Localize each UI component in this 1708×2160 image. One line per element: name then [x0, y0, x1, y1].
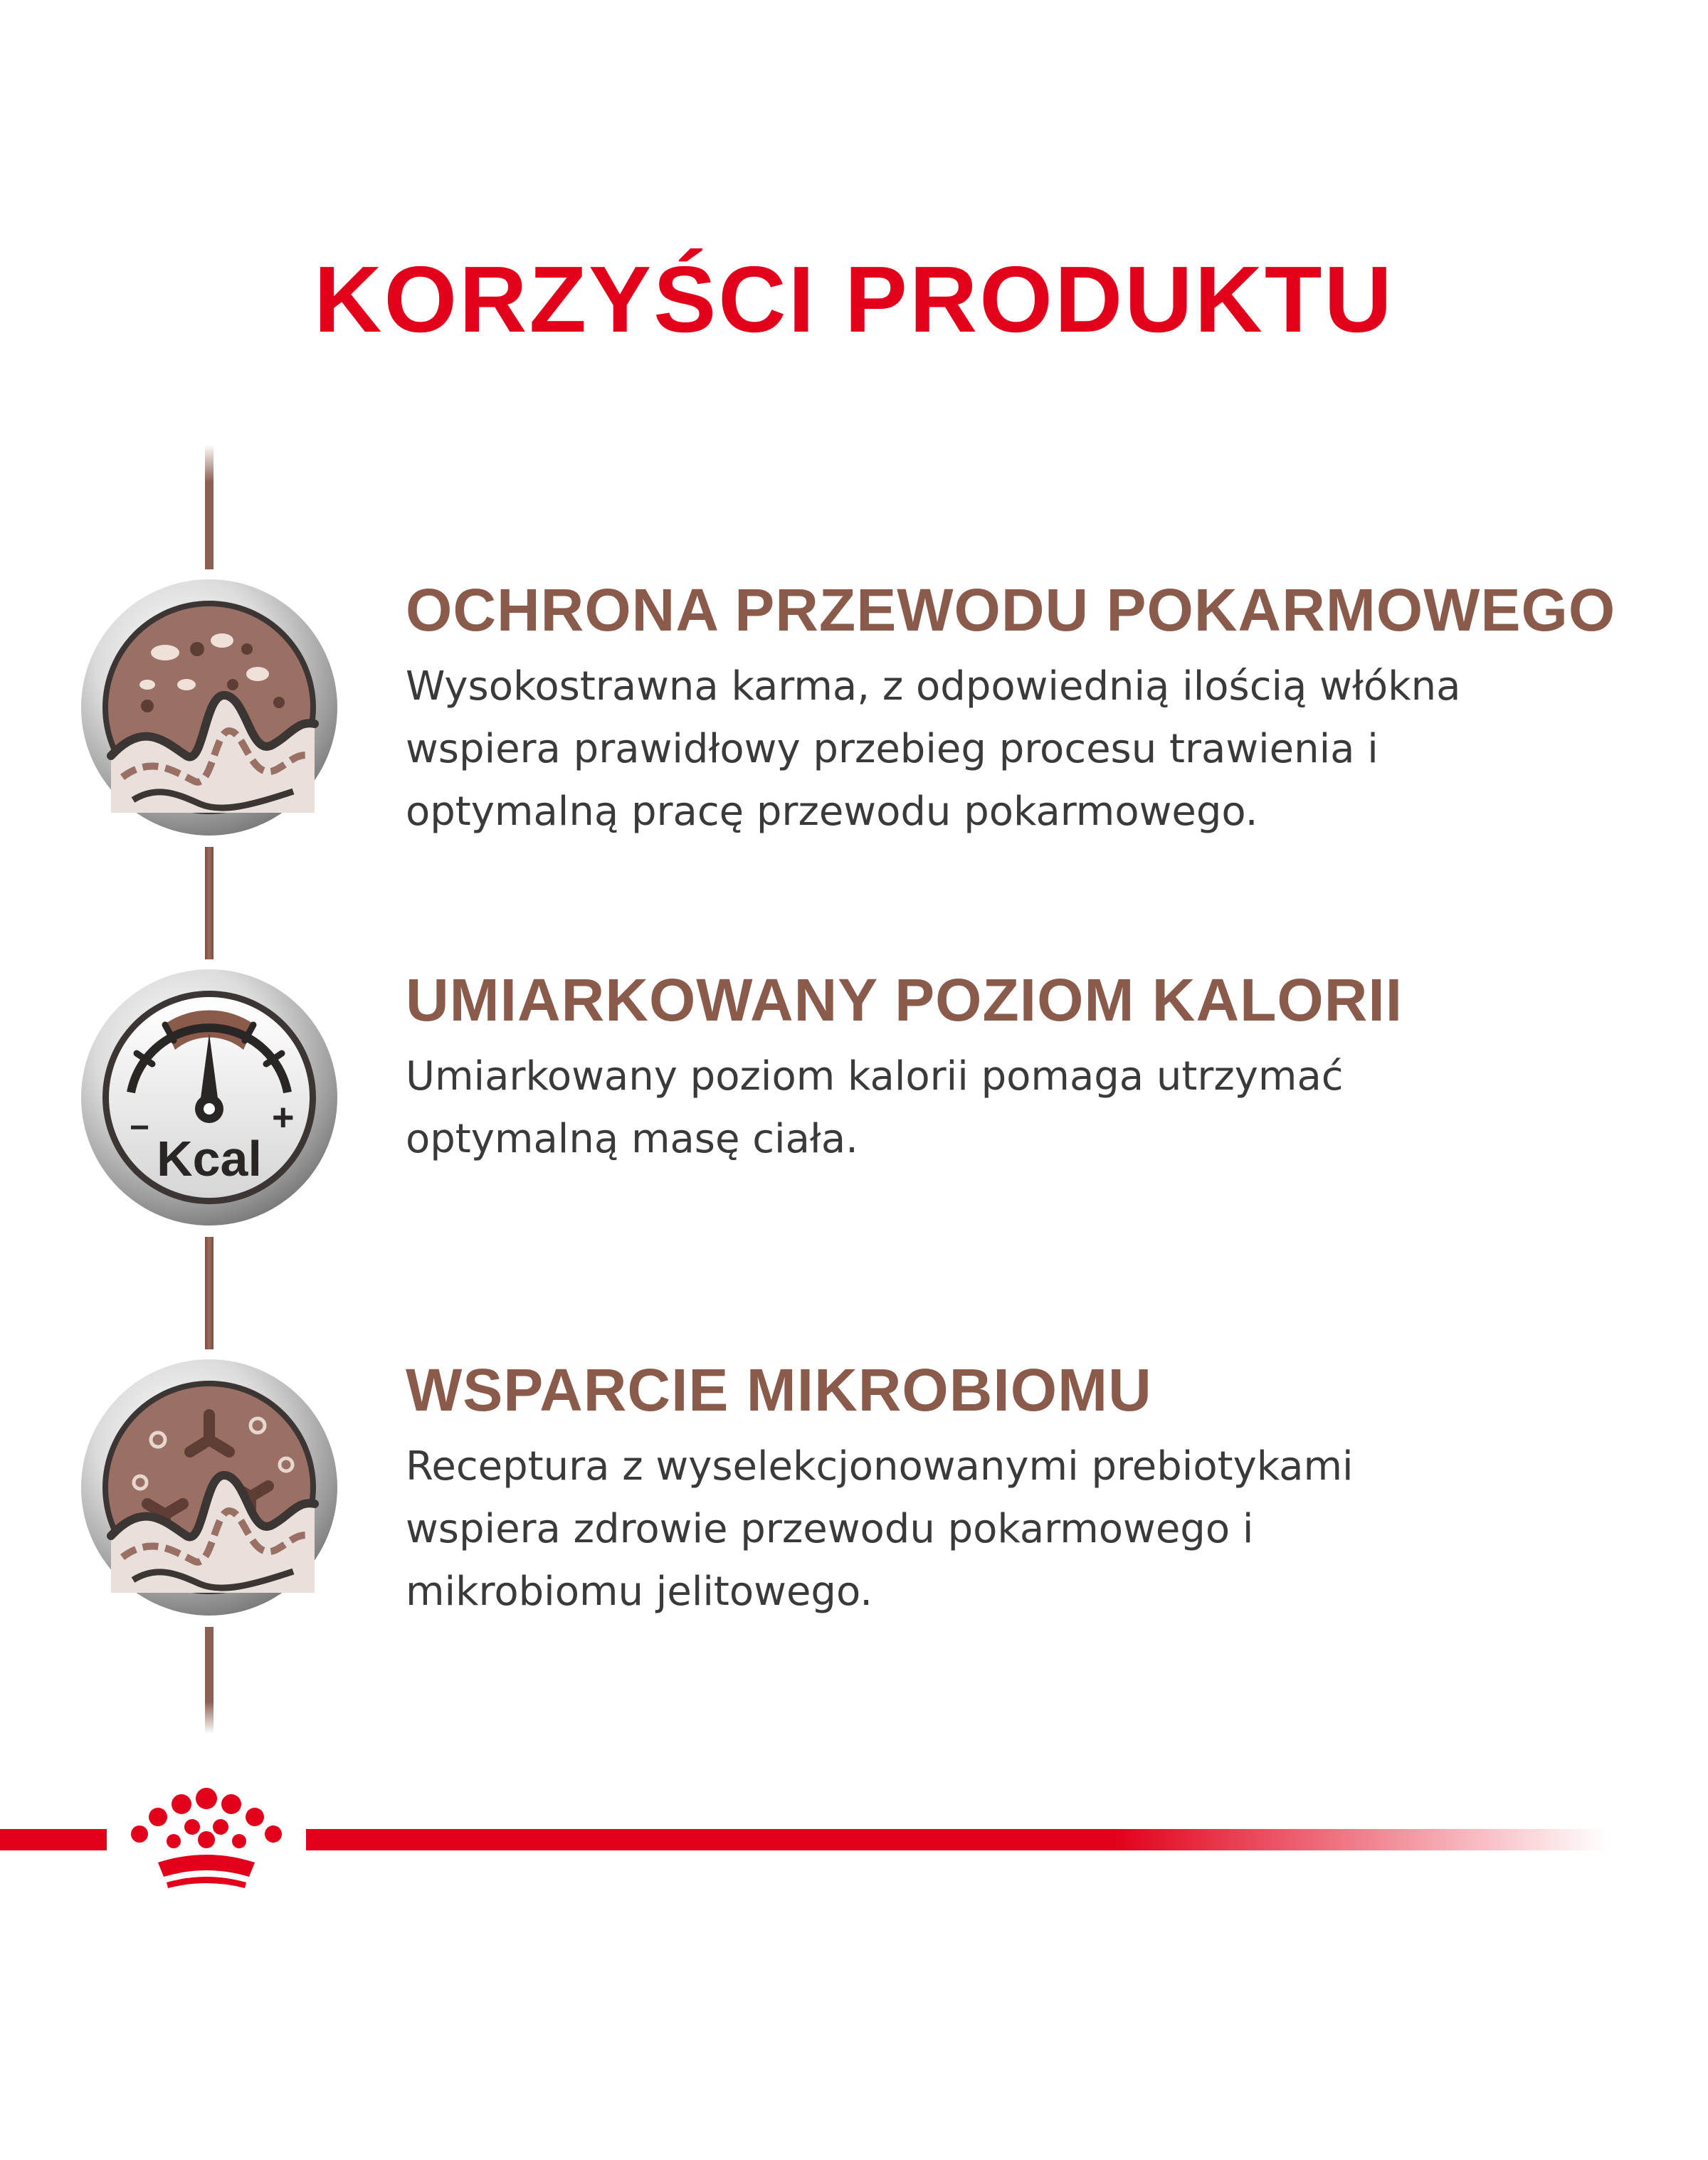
description-line: Receptura z wyselekcjonowanymi prebiotykami	[406, 1443, 1354, 1490]
timeline-segment	[205, 1627, 214, 1734]
timeline-segment	[205, 445, 214, 569]
benefit-title: OCHRONA PRZEWODU POKARMOWEGO	[406, 576, 1616, 643]
timeline-segment	[205, 1237, 214, 1349]
benefit-description	[406, 1045, 1680, 1171]
calorie-gauge-icon	[80, 968, 339, 1227]
description-line: Umiarkowany poziom kalorii pomaga utrzymać	[406, 1053, 1344, 1100]
description-line: wspiera prawidłowy przebieg procesu trawienia i	[406, 726, 1378, 772]
benefit-description	[406, 655, 1680, 843]
description-line: wspiera zdrowie przewodu pokarmowego i	[406, 1506, 1254, 1552]
description-line: mikrobiomu jelitowego.	[406, 1569, 873, 1615]
royal-canin-crown-logo	[114, 1783, 299, 1897]
benefit-microbiome-support	[406, 1356, 1680, 1623]
benefit-moderate-calories	[406, 966, 1680, 1171]
digestive-tract-icon	[80, 578, 339, 837]
benefit-title: WSPARCIE MIKROBIOMU	[406, 1356, 1152, 1423]
brand-line-left	[0, 1829, 107, 1850]
microbiome-icon	[80, 1358, 339, 1617]
page-title: KORZYŚCI PRODUKTU	[314, 247, 1394, 352]
gauge-plus-label: +	[272, 1096, 295, 1139]
brand-line-right	[306, 1829, 1608, 1850]
benefit-title: UMIARKOWANY POZIOM KALORII	[406, 966, 1403, 1033]
gauge-minus-label: −	[130, 1109, 150, 1147]
gauge-kcal-label: Kcal	[157, 1131, 262, 1186]
description-line: Wysokostrawna karma, z odpowiednią ilością włókna	[406, 663, 1461, 710]
timeline-segment	[205, 847, 214, 959]
description-line: optymalną masę ciała.	[406, 1116, 858, 1162]
benefit-digestive-protection	[406, 576, 1680, 843]
benefit-description	[406, 1435, 1680, 1623]
description-line: optymalną pracę przewodu pokarmowego.	[406, 789, 1258, 835]
